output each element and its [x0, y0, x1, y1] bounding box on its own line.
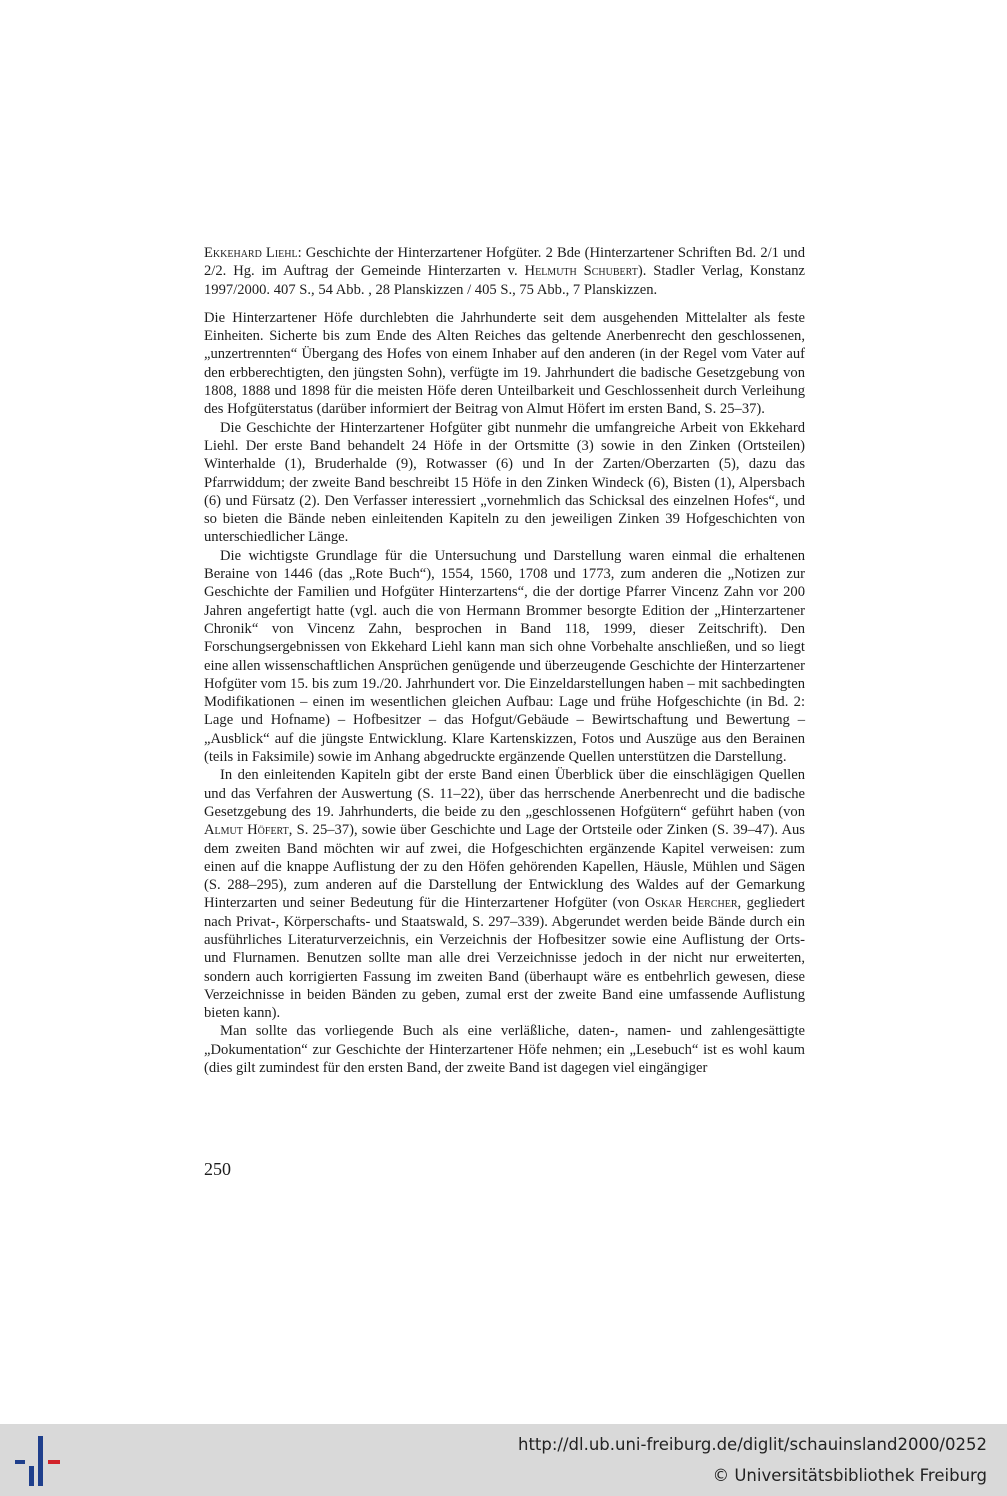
paragraph-2: Die Geschichte der Hinterzartener Hofgüter gibt nunmehr die umfangreiche Arbeit von Ekkehard Liehl. Der erste Band behandelt 24 Höfe in der Ortsmitte (3) sowie in den Zinken (Ortsteilen) Winterhalde (1), Bruderhalde (9), Rotwasser (6) und In der Zarten/Oberzarten (5), dazu das Pfarrwiddum; der zweite Band beschreibt 15 Höfe in den Zinken Windeck (6), Bisten (1), Alpersbach (6) und Fürsatz (2). Den Verfasser interessiert „vornehmlich das Schicksal des einzelnen Hofes“, und so bieten die Bände neben einleitenden Kapiteln zu den jeweiligen Zinken 39 Hofgeschichten von unterschiedlicher Länge. [204, 419, 805, 546]
contributor-name-hoefert: Almut Höfert [204, 822, 289, 839]
paragraph-4-text-b: , S. 25–37), sowie über Geschichte und Lage der Ortsteile oder Zinken (S. 39–47). Aus dem zweiten Band möchten wir auf zwei, die Hofgeschichten ergänzende Kapitel verweisen: zum einen auf die knappe Auflistung der zu den Höfen gehörenden Kapellen, Häusle, Mühlen und Sägen (S. 288–295), zum anderen auf die Darstellung der Entwicklung des Waldes auf der Gemarkung Hinterzarten und seiner Bedeutung für die Hinterzartener Hofgüter (von [204, 822, 805, 912]
footer-bar [0, 1424, 1007, 1496]
copyright-notice: © Universitätsbibliothek Freiburg [712, 1466, 987, 1485]
editor-name: Helmuth Schubert [524, 263, 638, 280]
paragraph-4-text-c: , gegliedert nach Privat-, Körperschafts- und Staatswald, S. 297–339). Abgerundet werden beide Bände durch ein ausführliches Literaturverzeichnis, ein Verzeichnis der Hofbesitzer sowie eine Auflistung der Orts- und Flurnamen. Benutzen sollte man alle drei Verzeichnisse jedoch in der nicht nur erweiterten, sondern auch korrigierten Fassung im zweiten Band (überhaupt wäre es entbehrlich gewesen, diese Verzeichnisse in beiden Bänden zu geben, zumal erst der zweite Band eine umfassende Auflistung bieten kann). [204, 895, 805, 1022]
paragraph-4-text-a: In den einleitenden Kapiteln gibt der erste Band einen Überblick über die einschlägigen Quellen und das Verfahren der Auswertung (S. 11–22), über das herrschende Anerbenrecht und die badische Gesetzgebung des 19. Jahrhunderts, die beide zu den „geschlossenen Hofgütern“ geführt haben (von [204, 767, 805, 820]
bibliographic-entry [204, 244, 805, 299]
paragraph-5: Man sollte das vorliegende Buch als eine verläßliche, daten-, namen- und zahlengesättigte „Dokumentation“ zur Geschichte der Hinterzartener Höfe nehmen; ein „Lesebuch“ ist es wohl kaum (dies gilt zumindest für den ersten Band, der zweite Band ist dagegen viel eingängiger [204, 1023, 805, 1077]
paragraph-4 [204, 766, 805, 1022]
ub-freiburg-logo-icon [12, 1432, 64, 1488]
document-url-link[interactable]: http://dl.ub.uni-freiburg.de/diglit/schauinsland2000/0252 [517, 1435, 987, 1454]
contributor-name-hercher: Oskar Hercher [644, 895, 738, 912]
bibliography-text-2: ). Stadler Verlag, Konstanz 1997/2000. 407 S., 54 Abb. , 28 Planskizzen / 405 S., 75 Abb., 7 Planskizzen. [204, 263, 805, 298]
page-number: 250 [204, 1159, 231, 1179]
author-name: Ekkehard Liehl [204, 245, 298, 261]
bibliography-text-1: : Geschichte der Hinterzartener Hofgüter. 2 Bde (Hinterzartener Schriften Bd. 2/1 und 2/2. Hg. im Auftrag der Gemeinde Hinterzarten v. [204, 245, 805, 280]
review-text [204, 244, 805, 1077]
paragraph-1: Die Hinterzartener Höfe durchlebten die Jahrhunderte seit dem ausgehenden Mittelalter als feste Einheiten. Sicherte bis zum Ende des Alten Reiches das geltende Anerbenrecht den geschlossenen, „unzertrennten“ Übergang des Hofes von einem Inhaber auf den anderen (in der Regel vom Vater auf den erbberechtigten, den jüngsten Sohn), verfügte im 19. Jahrhundert die badische Gesetzgebung von 1808, 1888 und 1898 für die meisten Höfe deren Unteilbarkeit und Geschlossenheit durch Verleihung des Hofgüterstatus (darüber informiert der Beitrag von Almut Höfert im ersten Band, S. 25–37). [204, 309, 805, 418]
paragraph-3: Die wichtigste Grundlage für die Untersuchung und Darstellung waren einmal die erhaltenen Beraine von 1446 (das „Rote Buch“), 1554, 1560, 1708 und 1773, zum anderen die „Notizen zur Geschichte der Familien und Hofgüter Hinterzartens“, die der dortige Pfarrer Vincenz Zahn vor 200 Jahren angefertigt hatte (vgl. auch die von Hermann Brommer besorgte Edition der „Hinterzartener Chronik“ von Vincenz Zahn, besprochen in Band 118, 1999, dieser Zeitschrift). Den Forschungsergebnissen von Ekkehard Liehl kann man sich ohne Vorbehalte anschließen, und so liegt eine allen wissenschaftlichen Ansprüchen genügende und überzeugende Geschichte der Hinterzartener Hofgüter vom 15. bis zum 19./20. Jahrhundert vor. Die Einzeldarstellungen haben – mit sachbedingten Modifikationen – einen im wesentlichen gleichen Aufbau: Lage und frühe Hofgeschichte (in Bd. 2: Lage und Hofname) – Hofbesitzer – das Hofgut/Gebäude – Bewirtschaftung und Bewertung – „Ausblick“ auf die jüngste Entwicklung. Klare Kartenskizzen, Fotos und Auszüge aus den Berainen (teils in Faksimile) sowie im Anhang abgedruckte ergänzende Quellen unterstützen die Darstellung. [204, 547, 805, 766]
